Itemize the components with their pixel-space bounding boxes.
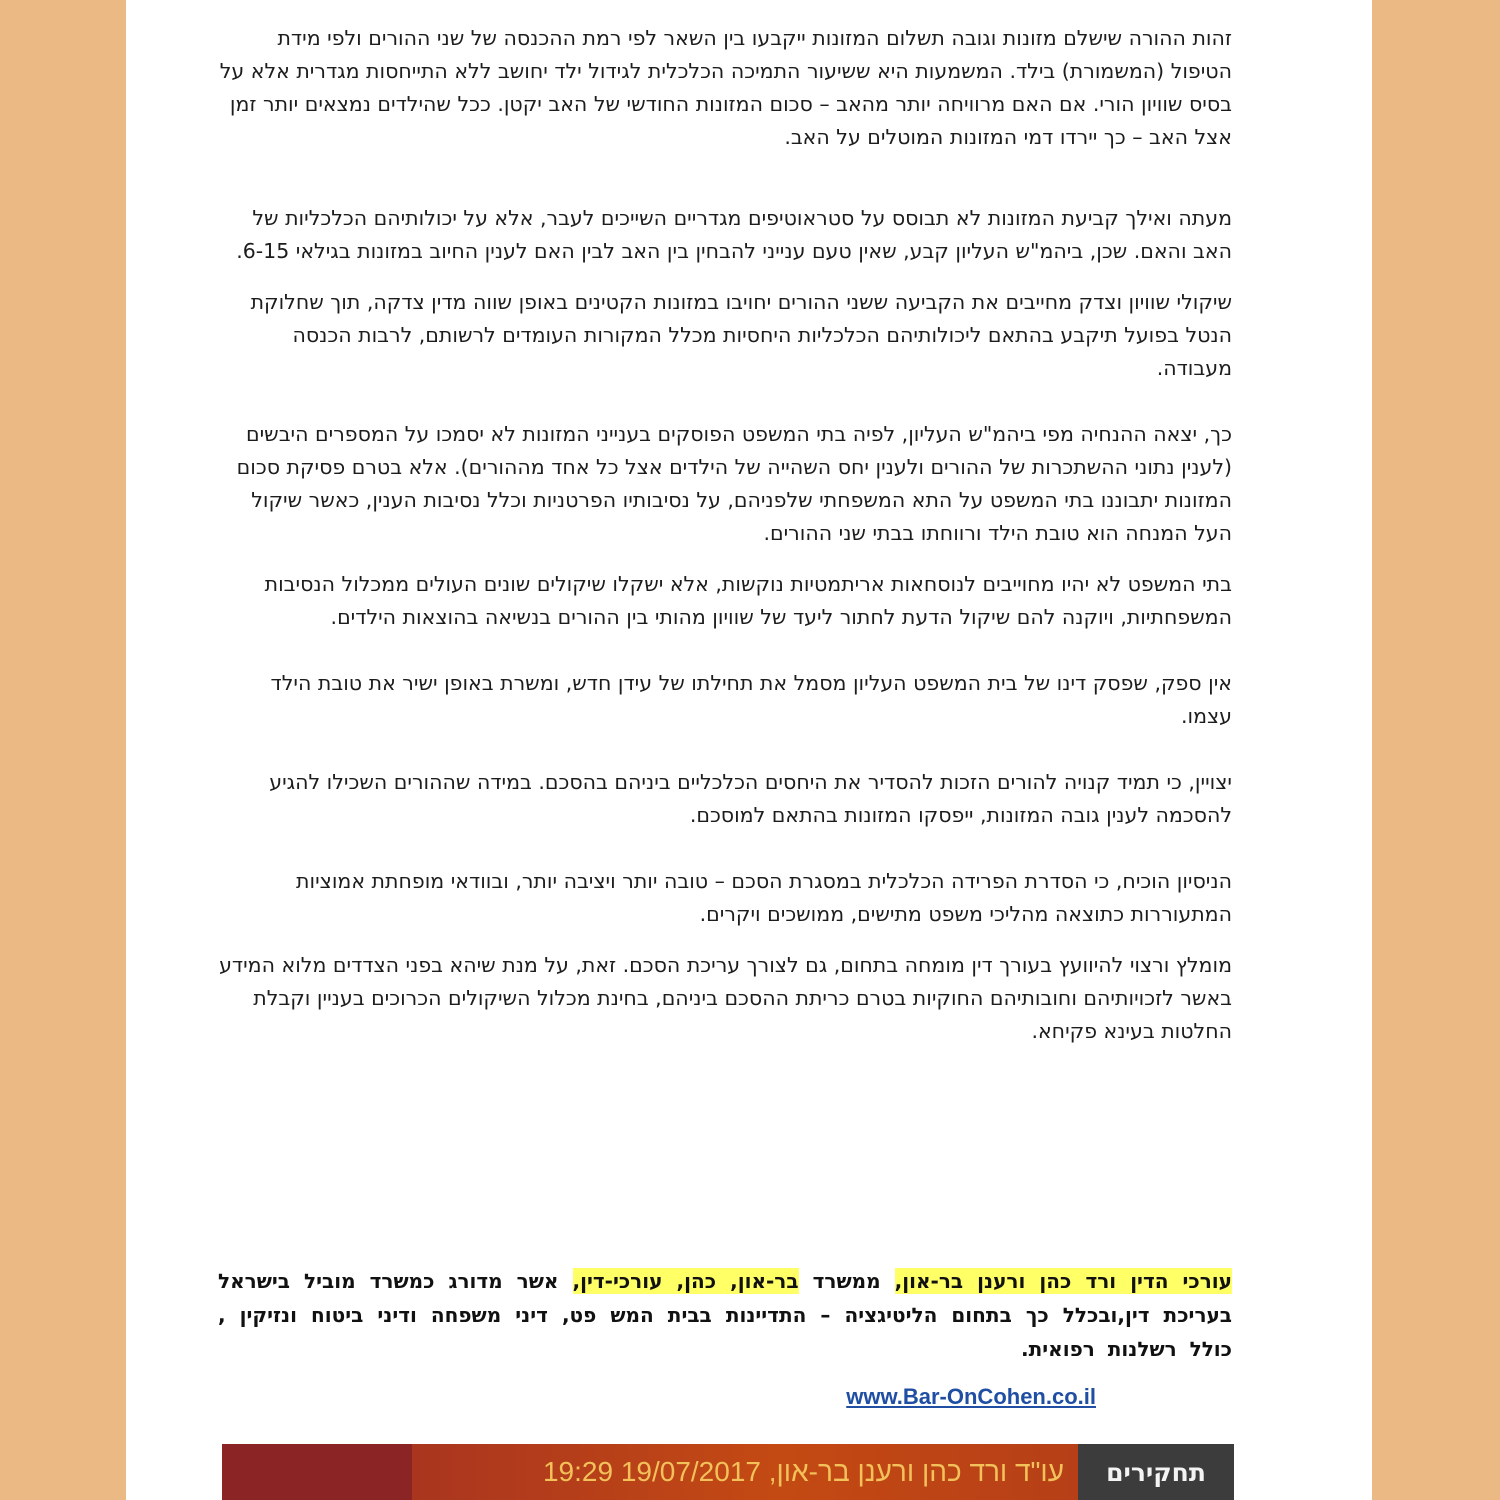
document-page: [126, 0, 1372, 1500]
footer-byline: עו"ד ורד כהן ורענן בר-און, 19/07/2017 19:29: [542, 1456, 1064, 1487]
paragraph-gender-neutral: מעתה ואילך קביעת המזונות לא תבוסס על סטראוטיפים מגדריים השייכים לעבר, אלא על יכולותיהם הכלכליות של האב והאם. שכן, ביהמ"ש העליון קבע, שאין טעם ענייני להבחין בין האב לבין האם לענין החיוב במזונות בגילאי 6-15.: [236, 206, 1232, 263]
paragraph-experience: הניסיון הוכיח, כי הסדרת הפרידה הכלכלית במסגרת הסכם – טובה יותר ויציבה יותר, ובוודאי מופחתת אמוציות המתעוררות כתוצאה מהליכי משפט מתישים, ממושכים ויקרים.: [296, 869, 1232, 926]
article-body: [218, 22, 1232, 1048]
paragraph-new-era: אין ספק, שפסק דינו של בית המשפט העליון מסמל את תחילתו של עידן חדש, ומשרת באופן ישיר את טובת הילד עצמו.: [270, 671, 1232, 728]
firm-credit: [218, 1264, 1232, 1366]
footer-bar: [222, 1444, 1234, 1500]
firm-office-highlight: בר-און, כהן, עורכי-דין,: [572, 1269, 799, 1293]
paragraph-income-parenting: זהות ההורה שישלם מזונות וגובה תשלום המזונות ייקבעו בין השאר לפי רמת ההכנסה של שני ההורים ולפי מידת הטיפול (המשמורת) בילד. המשמעות היא ששיעור התמיכה הכלכלית לגידול ילד יחושב ללא התייחסות מגדרית אלא על בסיס שוויון הורי. אם האם מרוויחה יותר מהאב – סכום המזונות החודשי של האב יקטן. ככל שהילדים נמצאים יותר זמן אצל האב – כך יירדו דמי המזונות המוטלים על האב.: [219, 26, 1232, 149]
firm-lawyers-highlight: עורכי הדין ורד כהן ורענן בר-און,: [894, 1269, 1232, 1293]
paragraph-supreme-court-guidance: כך, יצאה ההנחיה מפי ביהמ"ש העליון, לפיה בתי המשפט הפוסקים בענייני המזונות לא יסמכו על המספרים היבשים (לענין נתוני ההשתכרות של ההורים ולענין יחס השהייה של הילדים אצל כל אחד מההורים). אלא בטרם פסיקת סכום המזונות יתבוננו בתי המשפט על התא המשפחתי שלפניהם, על נסיבותיו הפרטניות וכלל נסיבות הענין, כאשר שיקול העל המנחה הוא טובת הילד ורווחתו בבתי שני ההורים.: [236, 422, 1232, 545]
firm-description: אשר מדורג כמשרד מוביל בישראל בעריכת דין,ובכלל כך בתחום הליטיגציה – התדיינות בבית המש פט, דיני משפחה ודיני ביטוח ונזיקין , כולל רשלנות רפואית.: [218, 1269, 1232, 1361]
paragraph-no-rigid-formulas: בתי המשפט לא יהיו מחוייבים לנוסחאות אריתמטיות נוקשות, אלא ישקלו שיקולים שונים העולים ממכלול הנסיבות המשפחתיות, ויוקנה להם שיקול הדעת לחתור ליעד של שוויון מהותי בין ההורים בנשיאה בהוצאות הילדים.: [264, 572, 1232, 629]
footer-category-block[interactable]: [1078, 1444, 1234, 1500]
firm-from-office: ממשרד: [812, 1269, 881, 1293]
paragraph-agreement-right: יצויין, כי תמיד קנויה להורים הזכות להסדיר את היחסים הכלכליים ביניהם בהסכם. במידה שההורים השכילו להגיע להסכמה לענין גובה המזונות, ייפסקו המזונות בהתאם למוסכם.: [269, 770, 1232, 827]
paragraph-equality-justice: שיקולי שוויון וצדק מחייבים את הקביעה ששני ההורים יחויבו במזונות הקטינים באופן שווה מדין צדקה, תוך שחלוקת הנטל בפועל תיקבע בהתאם ליכולותיהם הכלכליות היחסיות מכלל המקורות העומדים לרשותם, לרבות הכנסה מעבודה.: [250, 290, 1232, 380]
footer-category-label: תחקירים: [1106, 1457, 1206, 1487]
website-link[interactable]: www.Bar-OnCohen.co.il: [846, 1384, 1096, 1409]
footer-left-block: [222, 1444, 412, 1500]
paragraph-recommendation: מומלץ ורצוי להיוועץ בעורך דין מומחה בתחום, גם לצורך עריכת הסכם. זאת, על מנת שיהא בפני הצדדים מלוא המידע באשר לזכויותיהם וחובותיהם החוקיות בטרם כריתת ההסכם ביניהם, בחינת מכלול השיקולים הכרוכים בעניין וקבלת החלטות בעינא פקיחא.: [219, 953, 1232, 1043]
footer-byline-block: [412, 1444, 1078, 1500]
